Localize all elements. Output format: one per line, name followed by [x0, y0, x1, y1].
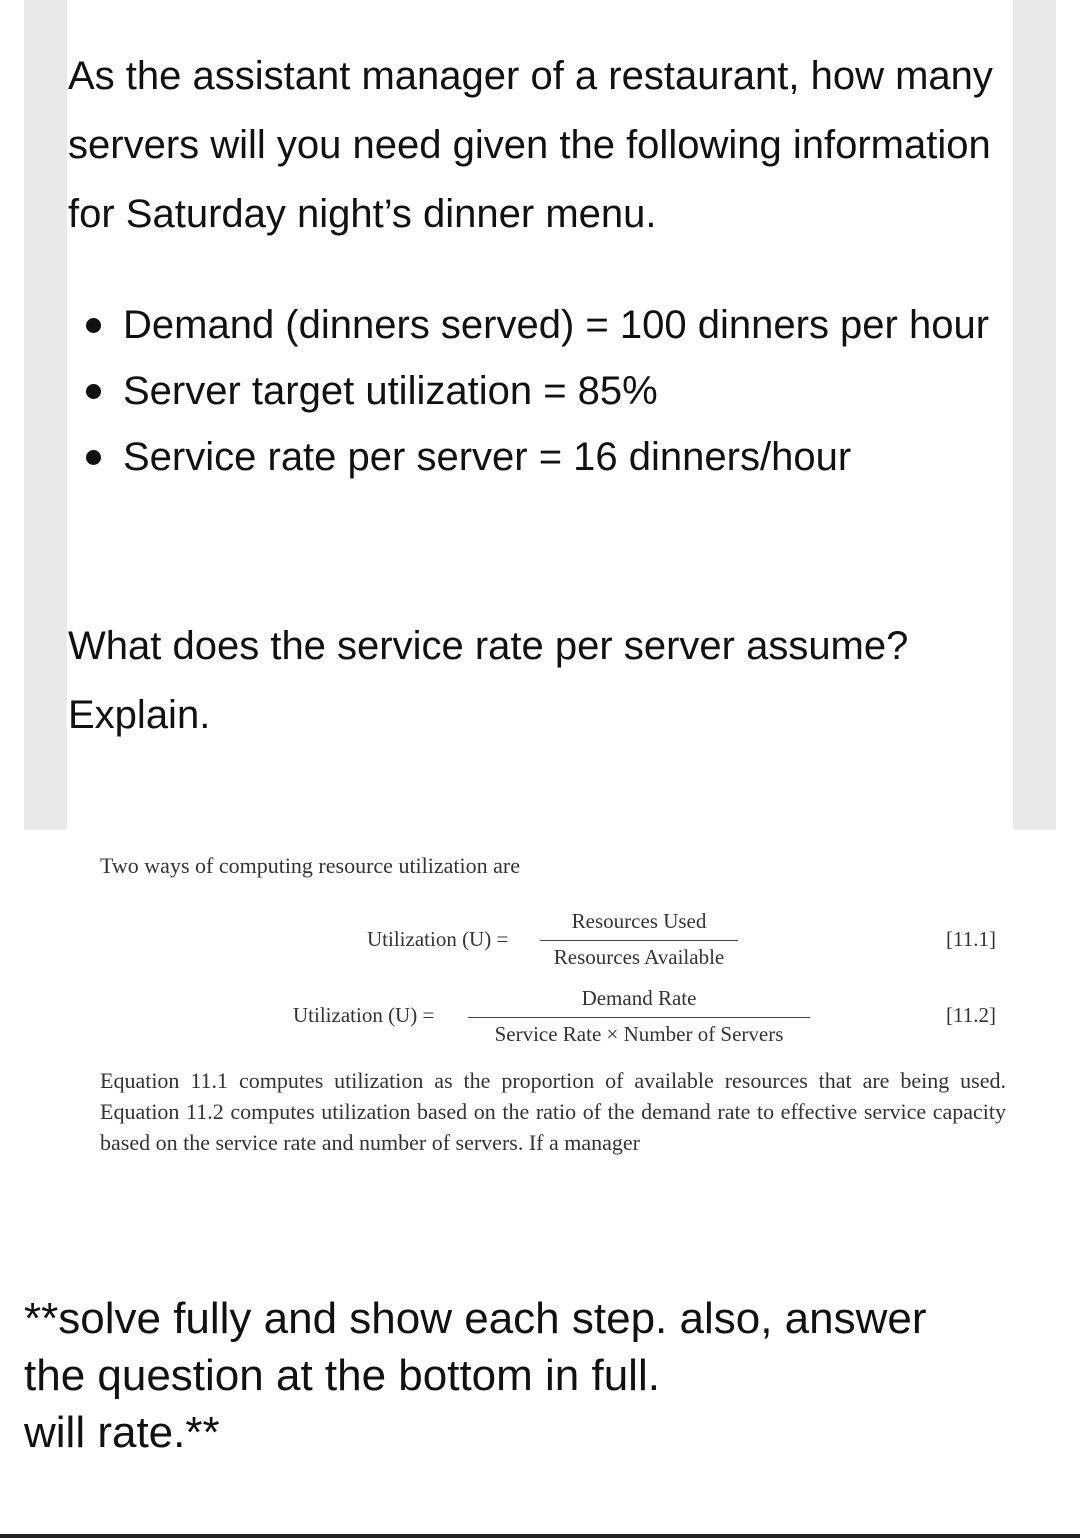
- equation-lhs: Utilization (U) =: [367, 927, 509, 951]
- bullet-icon: [86, 318, 101, 333]
- list-item: Demand (dinners served) = 100 dinners per hour: [68, 292, 1018, 358]
- list-item: Service rate per server = 16 dinners/hour: [68, 424, 1018, 490]
- equation-fraction: [540, 909, 738, 970]
- given-info-list: [68, 292, 1018, 490]
- equation-number: [11.2]: [946, 1003, 996, 1027]
- equation-number: [11.1]: [946, 927, 996, 951]
- user-note: [24, 1290, 1034, 1461]
- fraction-denominator: Service Rate × Number of Servers: [494, 1022, 784, 1046]
- bullet-icon: [86, 384, 101, 399]
- fraction-denominator: Resources Available: [553, 945, 725, 969]
- textbook-intro: Two ways of computing resource utilization are: [100, 853, 520, 878]
- textbook-paragraph: Equation 11.1 computes utilization as the proportion of available resources that are being used. Equation 11.2 computes utilization based on the ratio of the demand rate to effective service capacity based on the service rate and number of servers. If a manager: [100, 1068, 1006, 1155]
- question-text: As the assistant manager of a restaurant, how many servers will you need given the following information for Saturday night’s dinner menu.: [68, 54, 993, 236]
- list-item: Server target utilization = 85%: [68, 358, 1018, 424]
- bottom-divider: [0, 1534, 1080, 1538]
- note-line: **solve fully and show each step. also, answer: [24, 1294, 927, 1343]
- note-line: the question at the bottom in full.: [24, 1351, 660, 1400]
- textbook-excerpt: [0, 845, 1080, 1185]
- fraction-numerator: Demand Rate: [581, 986, 697, 1010]
- bullet-icon: [86, 450, 101, 465]
- note-line: will rate.**: [24, 1408, 220, 1457]
- equation-fraction: [468, 986, 810, 1047]
- followup-question: What does the service rate per server assume? Explain.: [68, 624, 909, 737]
- fraction-numerator: Resources Used: [571, 909, 707, 933]
- equation-lhs: Utilization (U) =: [293, 1003, 435, 1027]
